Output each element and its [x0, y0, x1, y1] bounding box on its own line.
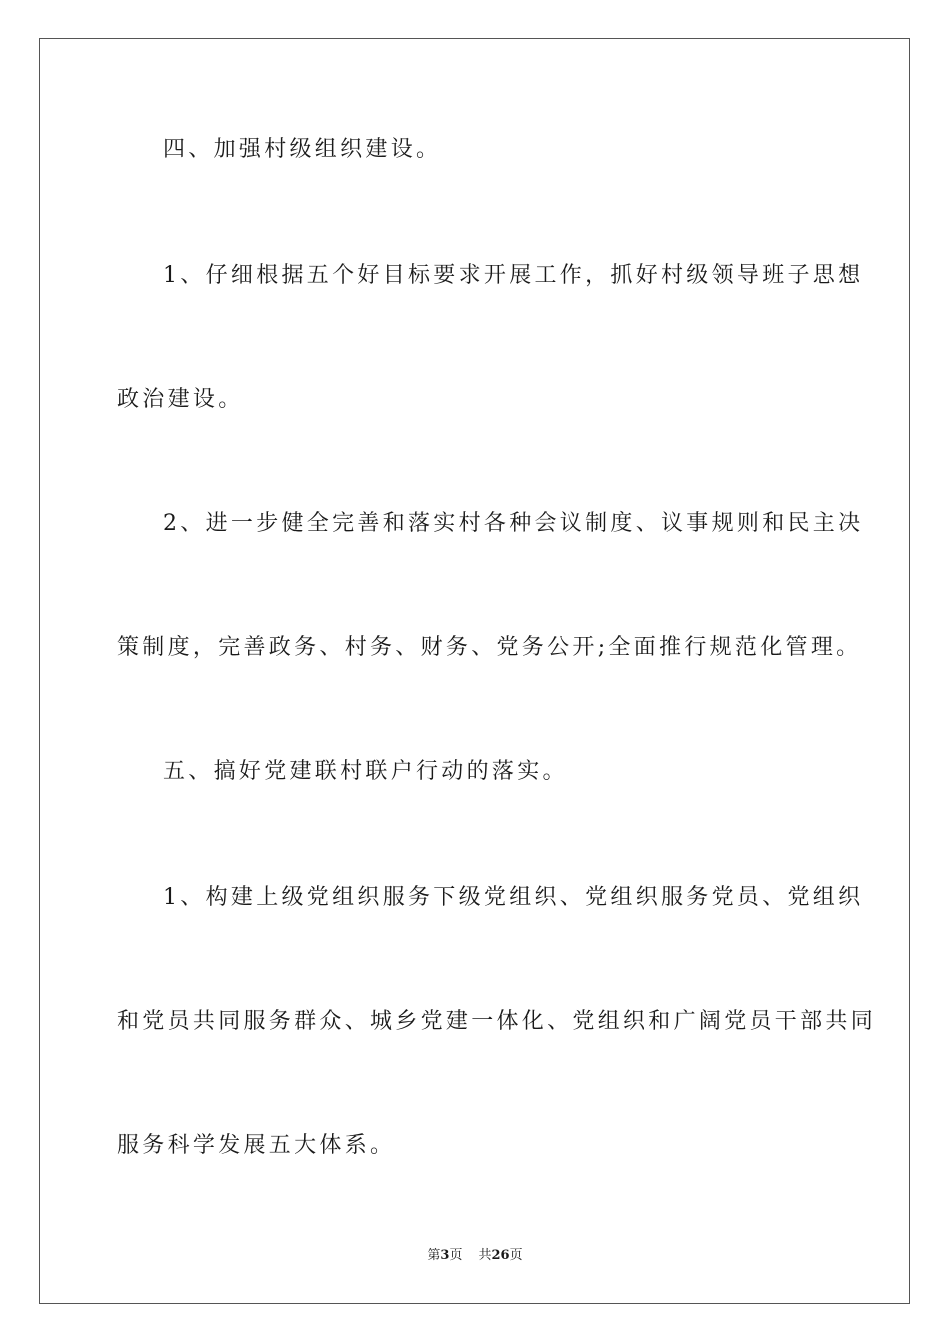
- total-pages: 26: [491, 1248, 510, 1263]
- page-suffix: 页: [449, 1248, 463, 1263]
- page-prefix: 第: [427, 1248, 441, 1263]
- total-suffix: 页: [509, 1248, 523, 1263]
- total-prefix: 共: [478, 1248, 492, 1263]
- section-heading-4: 四、加强村级组织建设。: [163, 137, 442, 162]
- page-frame: [39, 38, 910, 1304]
- paragraph-line: 策制度，完善政务、村务、财务、党务公开;全面推行规范化管理。: [117, 635, 862, 660]
- paragraph-line: 1、构建上级党组织服务下级党组织、党组织服务党员、党组织: [163, 885, 864, 910]
- paragraph-line: 服务科学发展五大体系。: [117, 1133, 396, 1158]
- paragraph-line: 政治建设。: [117, 387, 244, 412]
- paragraph-line: 和党员共同服务群众、城乡党建一体化、党组织和广阔党员干部共同: [117, 1009, 877, 1034]
- paragraph-line: 1、仔细根据五个好目标要求开展工作，抓好村级领导班子思想: [163, 263, 864, 288]
- page-footer: [0, 1248, 950, 1264]
- paragraph-line: 2、进一步健全完善和落实村各种会议制度、议事规则和民主决: [163, 511, 864, 536]
- section-heading-5: 五、搞好党建联村联户行动的落实。: [163, 759, 568, 784]
- page-number: 3: [440, 1248, 450, 1263]
